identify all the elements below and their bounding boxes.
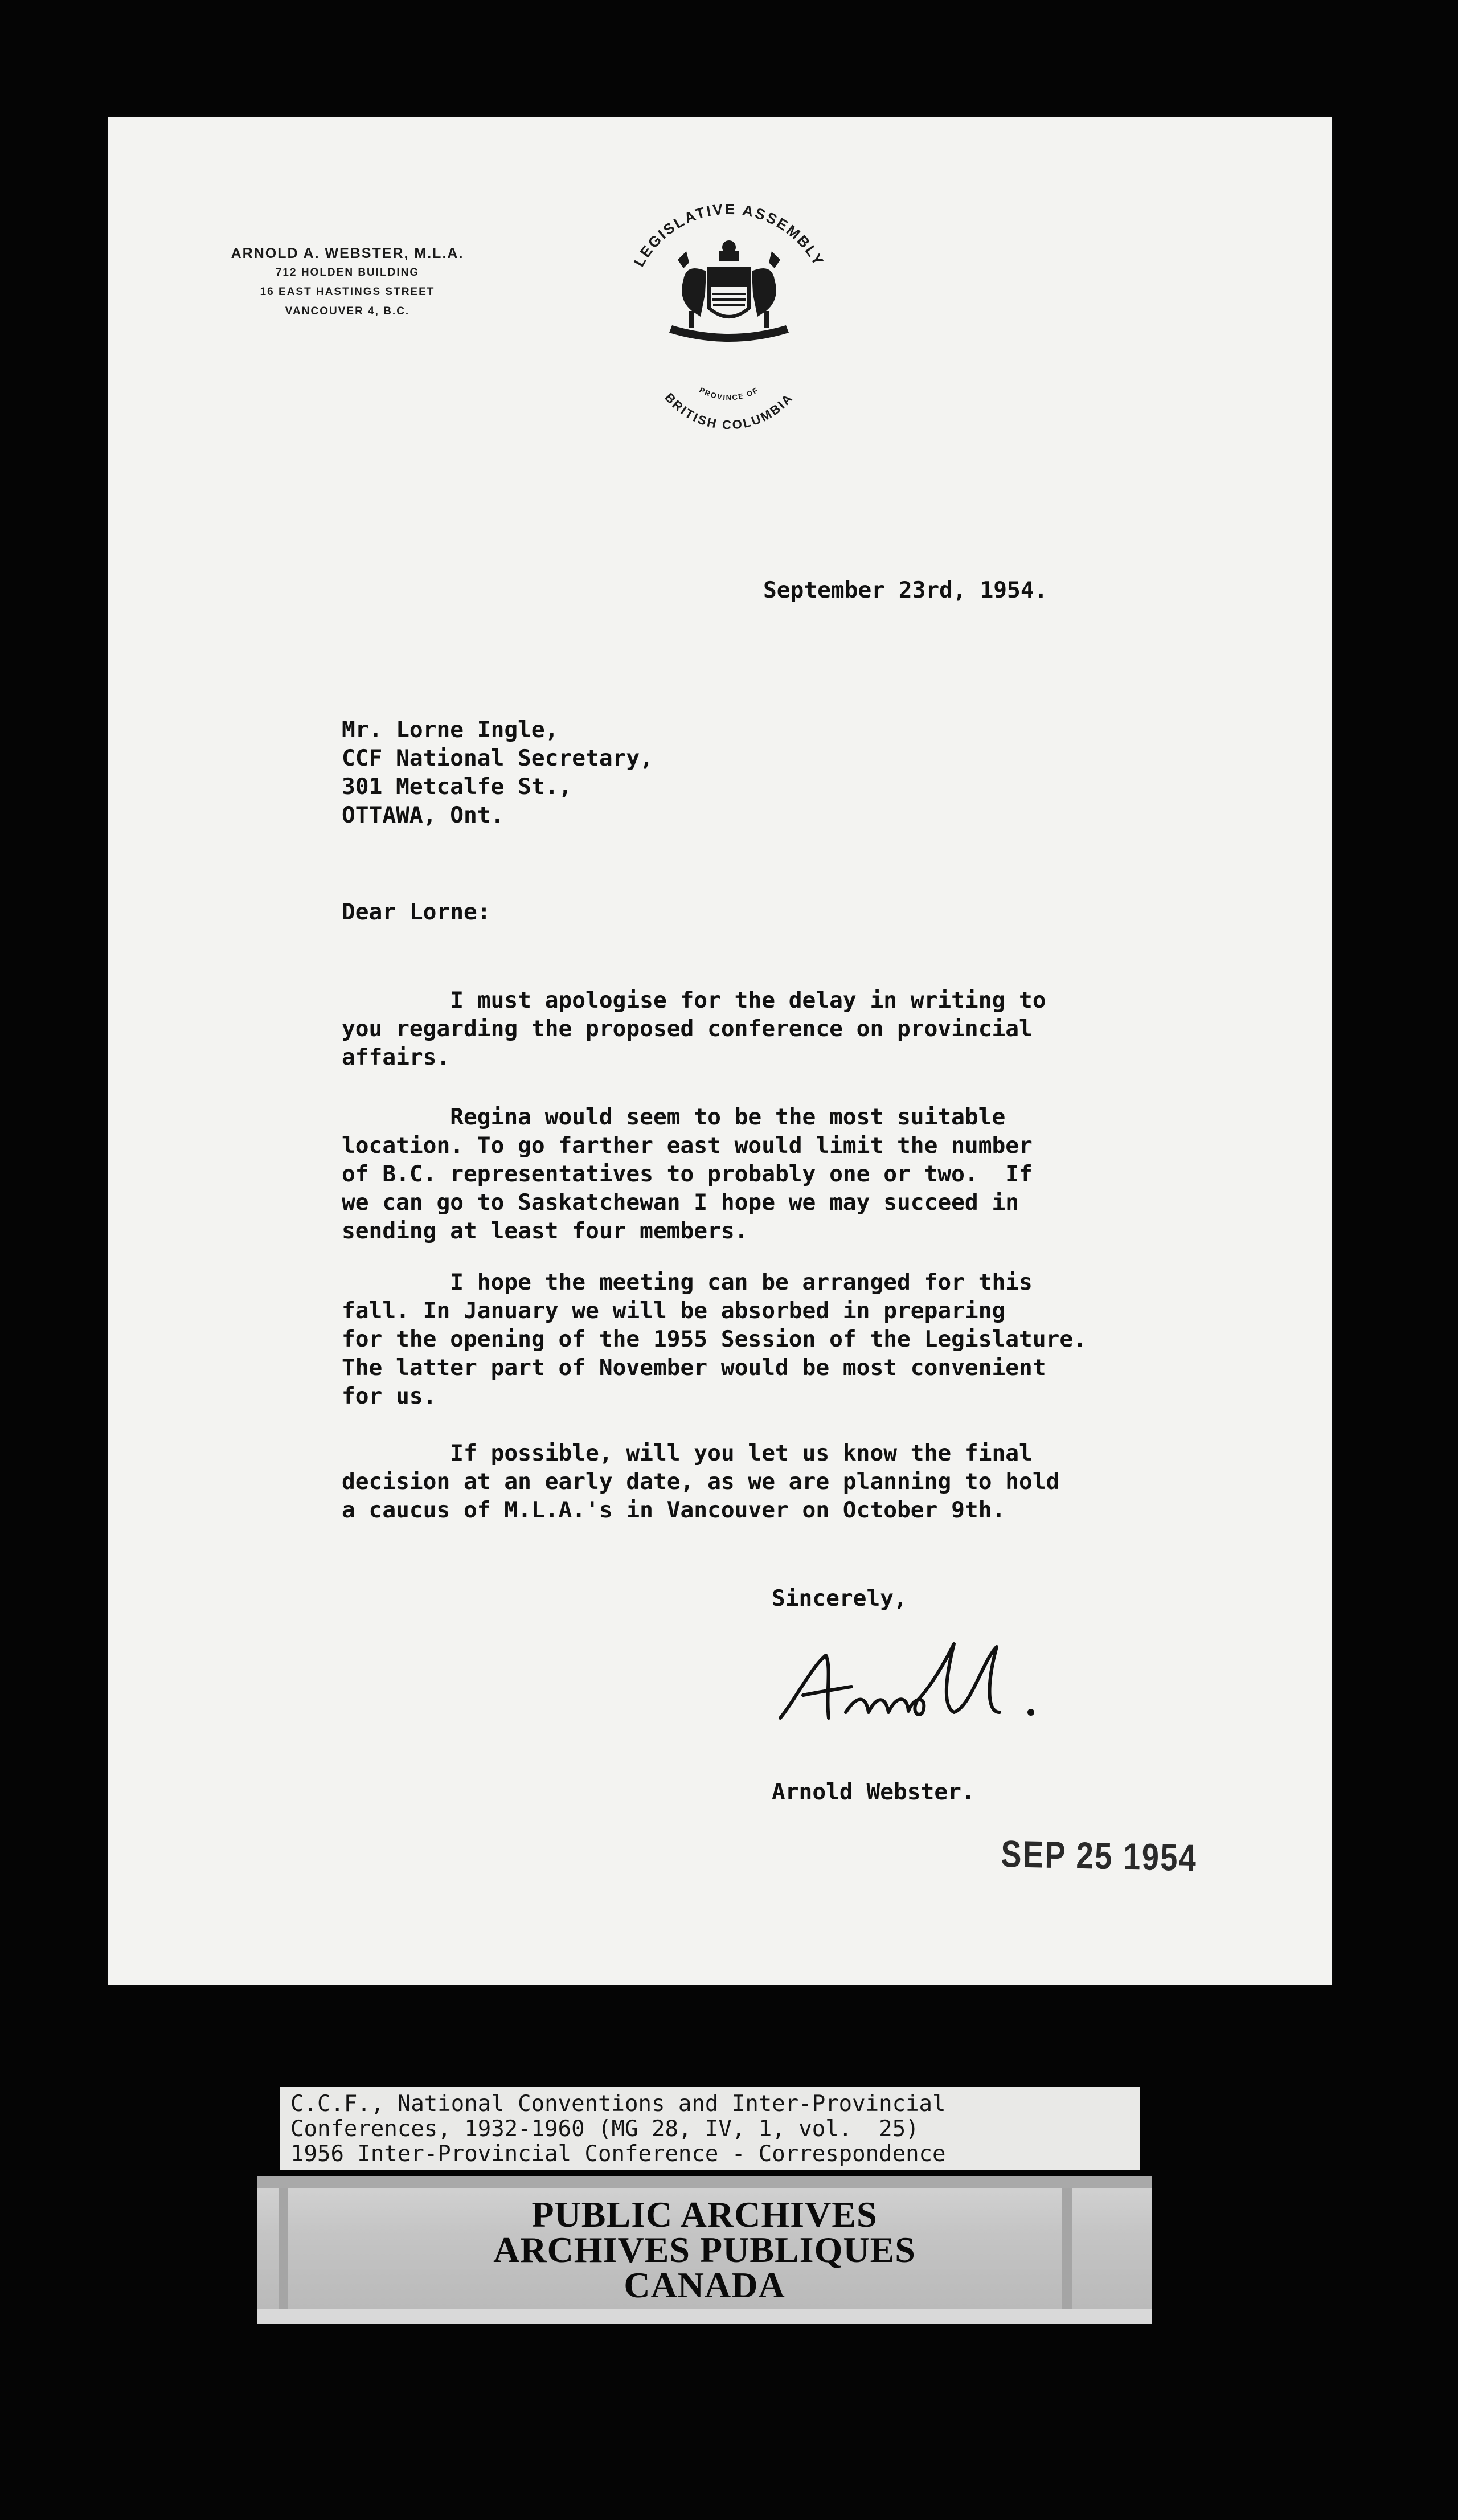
banner-line: CANADA <box>624 2265 785 2305</box>
coat-of-arms-icon <box>669 240 789 342</box>
archive-reference-label <box>280 2087 1140 2170</box>
letter-page <box>108 117 1332 1985</box>
typed-signatory-name: Arnold Webster. <box>772 1779 975 1805</box>
archive-label-line: 1956 Inter-Provincial Conference - Correspondence <box>290 2141 946 2167</box>
banner-line: ARCHIVES PUBLIQUES <box>493 2229 916 2270</box>
received-date-stamp: SEP 25 1954 <box>1000 1832 1198 1879</box>
sender-name: ARNOLD A. WEBSTER, M.L.A. <box>231 246 464 261</box>
emblem-arc-bottom-1: PROVINCE OF <box>698 385 760 402</box>
paragraph-line: affairs. <box>342 1044 450 1070</box>
emblem-arc-bottom-2: BRITISH COLUMBIA <box>662 390 796 432</box>
paragraph <box>342 1268 1087 1410</box>
recipient-address <box>342 715 653 829</box>
svg-text:PROVINCE OF <box>698 386 760 402</box>
sender-block <box>194 244 501 321</box>
paragraph-line: decision at an early date, as we are planning to hold <box>342 1468 1060 1495</box>
sender-address-line: 712 HOLDEN BUILDING <box>275 267 420 279</box>
salutation: Dear Lorne: <box>342 899 491 925</box>
archive-label-line: C.C.F., National Conventions and Inter-Provincial <box>290 2091 946 2117</box>
banner-line: PUBLIC ARCHIVES <box>531 2194 878 2235</box>
address-line: OTTAWA, Ont. <box>342 802 505 828</box>
paragraph-line: for the opening of the 1955 Session of the Legislature. <box>342 1326 1087 1352</box>
paragraph-line: fall. In January we will be absorbed in preparing <box>342 1298 1006 1324</box>
paragraph-line: you regarding the proposed conference on provincial <box>342 1016 1033 1042</box>
public-archives-banner <box>257 2176 1152 2324</box>
paragraph <box>342 986 1046 1071</box>
paragraph-line: we can go to Saskatchewan I hope we may succeed in <box>342 1189 1019 1216</box>
paragraph-line: I must apologise for the delay in writing to <box>342 987 1046 1013</box>
paragraph-line: of B.C. representatives to probably one or two. If <box>342 1161 1033 1187</box>
paragraph-line: I hope the meeting can be arranged for this <box>342 1269 1033 1295</box>
emblem-arc-top: LEGISLATIVE ASSEMBLY <box>630 200 828 270</box>
paragraph-line: a caucus of M.L.A.'s in Vancouver on October 9th. <box>342 1497 1006 1523</box>
paragraph <box>342 1439 1059 1524</box>
address-line: 301 Metcalfe St., <box>342 774 572 800</box>
closing: Sincerely, <box>772 1585 907 1611</box>
address-line: CCF National Secretary, <box>342 745 653 771</box>
paragraph <box>342 1103 1033 1245</box>
sender-address-line: VANCOUVER 4, B.C. <box>285 305 410 317</box>
letter-date: September 23rd, 1954. <box>763 577 1048 603</box>
paragraph-line: location. To go farther east would limit the number <box>342 1132 1033 1159</box>
letterhead <box>108 117 1332 432</box>
paragraph-line: Regina would seem to be the most suitable <box>342 1104 1006 1130</box>
banner-top-edge <box>257 2176 1152 2188</box>
paragraph-line: for us. <box>342 1383 437 1409</box>
paragraph-line: sending at least four members. <box>342 1218 748 1244</box>
archive-label-line: Conferences, 1932-1960 (MG 28, IV, 1, vol. 25) <box>290 2116 919 2142</box>
paragraph-line: The latter part of November would be most convenient <box>342 1355 1046 1381</box>
legislative-assembly-emblem <box>592 197 866 436</box>
handwritten-signature <box>772 1633 1091 1741</box>
paragraph-line: If possible, will you let us know the final <box>342 1440 1033 1466</box>
sender-address-line: 16 EAST HASTINGS STREET <box>260 286 435 298</box>
banner-bottom-edge <box>257 2309 1152 2324</box>
address-line: Mr. Lorne Ingle, <box>342 717 559 743</box>
